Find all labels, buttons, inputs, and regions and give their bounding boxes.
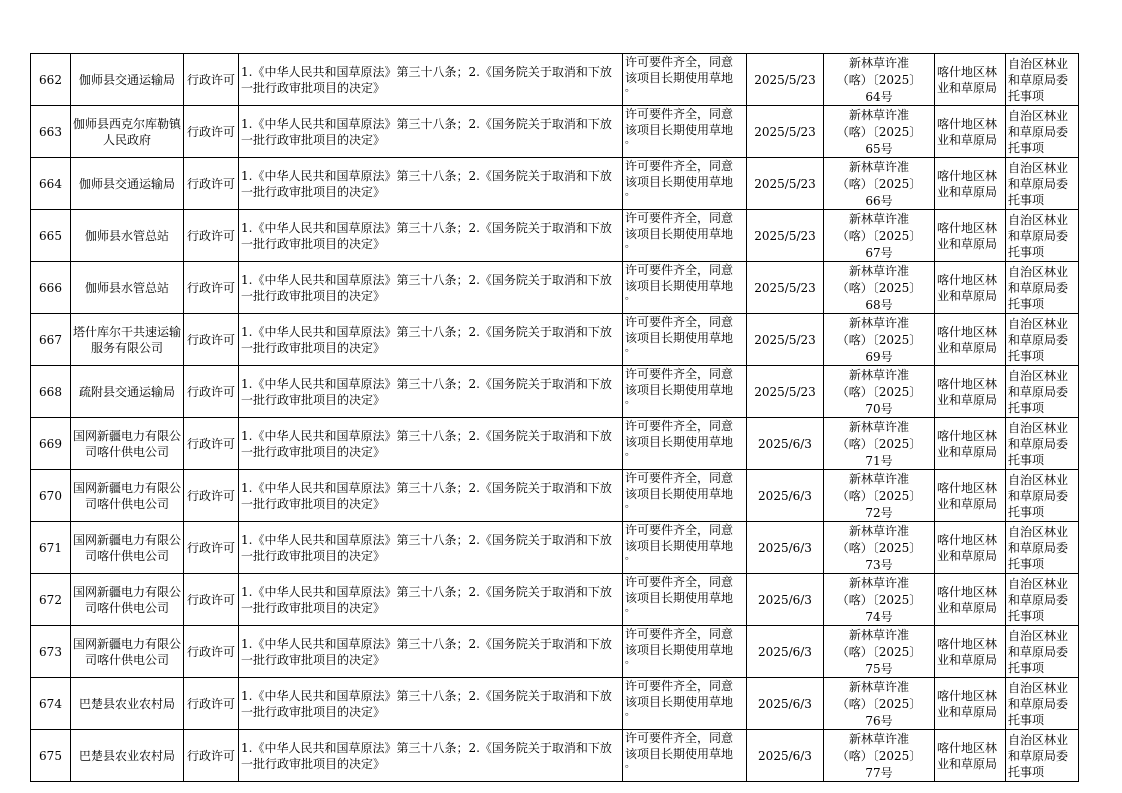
decision-content-cell bbox=[623, 678, 747, 730]
decision-date-cell: 2025/6/3 bbox=[747, 626, 824, 678]
decision-date-cell: 2025/6/3 bbox=[747, 678, 824, 730]
document-number-line2: （喀）〔2025〕 bbox=[836, 489, 922, 503]
row-number: 670 bbox=[31, 470, 71, 522]
decision-date-cell: 2025/5/23 bbox=[747, 54, 824, 106]
document-number-line3: 77号 bbox=[865, 766, 893, 780]
permit-type-cell: 行政许可 bbox=[184, 418, 239, 470]
legal-basis-cell: 1.《中华人民共和国草原法》第三十八条；2.《国务院关于取消和下放一批行政审批项目的决定》 bbox=[239, 574, 623, 626]
applicant-cell: 国网新疆电力有限公司喀什供电公司 bbox=[71, 626, 184, 678]
document-number-cell bbox=[824, 730, 935, 782]
decision-content-cell bbox=[623, 54, 747, 106]
decision-content-cell bbox=[623, 262, 747, 314]
row-number: 665 bbox=[31, 210, 71, 262]
applicant-cell: 伽师县交通运输局 bbox=[71, 158, 184, 210]
note-cell: 自治区林业和草原局委托事项 bbox=[1006, 522, 1079, 574]
permit-type-cell: 行政许可 bbox=[184, 522, 239, 574]
document-number-line1: 新林草许准 bbox=[848, 576, 909, 590]
decision-mark: 。 bbox=[625, 447, 635, 458]
note-cell: 自治区林业和草原局委托事项 bbox=[1006, 418, 1079, 470]
document-number-line1: 新林草许准 bbox=[848, 264, 909, 278]
permit-type-cell: 行政许可 bbox=[184, 678, 239, 730]
authority-cell: 喀什地区林业和草原局 bbox=[935, 574, 1006, 626]
permit-type-cell: 行政许可 bbox=[184, 730, 239, 782]
document-number-line2: （喀）〔2025〕 bbox=[836, 177, 922, 191]
document-number-line3: 67号 bbox=[865, 246, 893, 260]
document-number-line1: 新林草许准 bbox=[848, 628, 909, 642]
document-number-line2: （喀）〔2025〕 bbox=[836, 697, 922, 711]
row-number: 673 bbox=[31, 626, 71, 678]
applicant-cell: 国网新疆电力有限公司喀什供电公司 bbox=[71, 574, 184, 626]
decision-content-cell bbox=[623, 730, 747, 782]
applicant-cell: 巴楚县农业农村局 bbox=[71, 678, 184, 730]
decision-text: 许可要件齐全，同意该项目长期使用草地 bbox=[625, 523, 734, 553]
permit-type-cell: 行政许可 bbox=[184, 574, 239, 626]
decision-text: 许可要件齐全，同意该项目长期使用草地 bbox=[625, 107, 734, 137]
permit-type-cell: 行政许可 bbox=[184, 158, 239, 210]
decision-text: 许可要件齐全，同意该项目长期使用草地 bbox=[625, 731, 734, 761]
decision-text: 许可要件齐全，同意该项目长期使用草地 bbox=[625, 55, 734, 85]
decision-date-cell: 2025/5/23 bbox=[747, 106, 824, 158]
decision-date-cell: 2025/5/23 bbox=[747, 314, 824, 366]
decision-mark: 。 bbox=[625, 603, 635, 614]
permit-type-cell: 行政许可 bbox=[184, 366, 239, 418]
document-number-cell bbox=[824, 366, 935, 418]
decision-mark: 。 bbox=[625, 291, 635, 302]
legal-basis-cell: 1.《中华人民共和国草原法》第三十八条；2.《国务院关于取消和下放一批行政审批项目的决定》 bbox=[239, 262, 623, 314]
document-number-line1: 新林草许准 bbox=[848, 160, 909, 174]
authority-cell: 喀什地区林业和草原局 bbox=[935, 54, 1006, 106]
applicant-cell: 国网新疆电力有限公司喀什供电公司 bbox=[71, 418, 184, 470]
row-number: 664 bbox=[31, 158, 71, 210]
document-number-line3: 66号 bbox=[865, 194, 893, 208]
authority-cell: 喀什地区林业和草原局 bbox=[935, 210, 1006, 262]
row-number: 671 bbox=[31, 522, 71, 574]
row-number: 662 bbox=[31, 54, 71, 106]
document-number-cell bbox=[824, 574, 935, 626]
row-number: 675 bbox=[31, 730, 71, 782]
document-number-line2: （喀）〔2025〕 bbox=[836, 437, 922, 451]
document-number-line3: 72号 bbox=[865, 506, 893, 520]
authority-cell: 喀什地区林业和草原局 bbox=[935, 106, 1006, 158]
document-number-cell bbox=[824, 314, 935, 366]
authority-cell: 喀什地区林业和草原局 bbox=[935, 314, 1006, 366]
decision-content-cell bbox=[623, 210, 747, 262]
document-number-line1: 新林草许准 bbox=[848, 732, 909, 746]
document-number-line1: 新林草许准 bbox=[848, 524, 909, 538]
document-number-line2: （喀）〔2025〕 bbox=[836, 749, 922, 763]
table-row bbox=[31, 106, 1079, 158]
document-number-line2: （喀）〔2025〕 bbox=[836, 541, 922, 555]
document-number-cell bbox=[824, 262, 935, 314]
document-number-line1: 新林草许准 bbox=[848, 420, 909, 434]
decision-mark: 。 bbox=[625, 83, 635, 94]
table-row bbox=[31, 262, 1079, 314]
table-row bbox=[31, 418, 1079, 470]
note-cell: 自治区林业和草原局委托事项 bbox=[1006, 730, 1079, 782]
document-number-line3: 75号 bbox=[865, 662, 893, 676]
authority-cell: 喀什地区林业和草原局 bbox=[935, 678, 1006, 730]
legal-basis-cell: 1.《中华人民共和国草原法》第三十八条；2.《国务院关于取消和下放一批行政审批项目的决定》 bbox=[239, 158, 623, 210]
note-cell: 自治区林业和草原局委托事项 bbox=[1006, 678, 1079, 730]
table-row bbox=[31, 574, 1079, 626]
decision-mark: 。 bbox=[625, 239, 635, 250]
decision-date-cell: 2025/5/23 bbox=[747, 158, 824, 210]
decision-mark: 。 bbox=[625, 135, 635, 146]
document-number-line2: （喀）〔2025〕 bbox=[836, 333, 922, 347]
document-number-line3: 69号 bbox=[865, 350, 893, 364]
document-number-line1: 新林草许准 bbox=[848, 212, 909, 226]
document-number-line2: （喀）〔2025〕 bbox=[836, 593, 922, 607]
document-number-line1: 新林草许准 bbox=[848, 368, 909, 382]
authority-cell: 喀什地区林业和草原局 bbox=[935, 522, 1006, 574]
table-body bbox=[31, 54, 1079, 782]
document-number-line1: 新林草许准 bbox=[848, 108, 909, 122]
document-number-cell bbox=[824, 158, 935, 210]
legal-basis-cell: 1.《中华人民共和国草原法》第三十八条；2.《国务院关于取消和下放一批行政审批项目的决定》 bbox=[239, 54, 623, 106]
decision-date-cell: 2025/6/3 bbox=[747, 418, 824, 470]
document-number-line3: 68号 bbox=[865, 298, 893, 312]
table-row bbox=[31, 54, 1079, 106]
applicant-cell: 伽师县水管总站 bbox=[71, 262, 184, 314]
decision-content-cell bbox=[623, 314, 747, 366]
decision-text: 许可要件齐全，同意该项目长期使用草地 bbox=[625, 679, 734, 709]
document-number-line2: （喀）〔2025〕 bbox=[836, 645, 922, 659]
document-number-line1: 新林草许准 bbox=[848, 316, 909, 330]
legal-basis-cell: 1.《中华人民共和国草原法》第三十八条；2.《国务院关于取消和下放一批行政审批项目的决定》 bbox=[239, 418, 623, 470]
decision-text: 许可要件齐全，同意该项目长期使用草地 bbox=[625, 315, 734, 345]
applicant-cell: 伽师县西克尔库勒镇人民政府 bbox=[71, 106, 184, 158]
legal-basis-cell: 1.《中华人民共和国草原法》第三十八条；2.《国务院关于取消和下放一批行政审批项目的决定》 bbox=[239, 210, 623, 262]
applicant-cell: 国网新疆电力有限公司喀什供电公司 bbox=[71, 522, 184, 574]
document-number-cell bbox=[824, 418, 935, 470]
table-row bbox=[31, 210, 1079, 262]
decision-content-cell bbox=[623, 574, 747, 626]
note-cell: 自治区林业和草原局委托事项 bbox=[1006, 262, 1079, 314]
authority-cell: 喀什地区林业和草原局 bbox=[935, 418, 1006, 470]
row-number: 666 bbox=[31, 262, 71, 314]
decision-date-cell: 2025/6/3 bbox=[747, 470, 824, 522]
legal-basis-cell: 1.《中华人民共和国草原法》第三十八条；2.《国务院关于取消和下放一批行政审批项目的决定》 bbox=[239, 522, 623, 574]
legal-basis-cell: 1.《中华人民共和国草原法》第三十八条；2.《国务院关于取消和下放一批行政审批项目的决定》 bbox=[239, 730, 623, 782]
note-cell: 自治区林业和草原局委托事项 bbox=[1006, 366, 1079, 418]
document-number-line2: （喀）〔2025〕 bbox=[836, 125, 922, 139]
authority-cell: 喀什地区林业和草原局 bbox=[935, 626, 1006, 678]
authority-cell: 喀什地区林业和草原局 bbox=[935, 470, 1006, 522]
document-number-line2: （喀）〔2025〕 bbox=[836, 385, 922, 399]
decision-date-cell: 2025/5/23 bbox=[747, 262, 824, 314]
table-row bbox=[31, 158, 1079, 210]
document-number-line3: 65号 bbox=[865, 142, 893, 156]
decision-text: 许可要件齐全，同意该项目长期使用草地 bbox=[625, 419, 734, 449]
decision-date-cell: 2025/6/3 bbox=[747, 730, 824, 782]
decision-date-cell: 2025/5/23 bbox=[747, 366, 824, 418]
row-number: 667 bbox=[31, 314, 71, 366]
row-number: 669 bbox=[31, 418, 71, 470]
document-number-cell bbox=[824, 210, 935, 262]
decision-mark: 。 bbox=[625, 655, 635, 666]
document-number-cell bbox=[824, 106, 935, 158]
permit-type-cell: 行政许可 bbox=[184, 470, 239, 522]
table-row bbox=[31, 522, 1079, 574]
applicant-cell: 伽师县交通运输局 bbox=[71, 54, 184, 106]
authority-cell: 喀什地区林业和草原局 bbox=[935, 730, 1006, 782]
permit-type-cell: 行政许可 bbox=[184, 262, 239, 314]
table-row bbox=[31, 626, 1079, 678]
decision-date-cell: 2025/6/3 bbox=[747, 574, 824, 626]
legal-basis-cell: 1.《中华人民共和国草原法》第三十八条；2.《国务院关于取消和下放一批行政审批项目的决定》 bbox=[239, 470, 623, 522]
decision-content-cell bbox=[623, 626, 747, 678]
document-number-cell bbox=[824, 470, 935, 522]
authority-cell: 喀什地区林业和草原局 bbox=[935, 366, 1006, 418]
document-number-line3: 76号 bbox=[865, 714, 893, 728]
document-number-cell bbox=[824, 678, 935, 730]
note-cell: 自治区林业和草原局委托事项 bbox=[1006, 314, 1079, 366]
applicant-cell: 塔什库尔干共速运输服务有限公司 bbox=[71, 314, 184, 366]
decision-mark: 。 bbox=[625, 759, 635, 770]
decision-text: 许可要件齐全，同意该项目长期使用草地 bbox=[625, 627, 734, 657]
decision-content-cell bbox=[623, 366, 747, 418]
document-number-line3: 73号 bbox=[865, 558, 893, 572]
row-number: 672 bbox=[31, 574, 71, 626]
table-row bbox=[31, 314, 1079, 366]
document-number-line1: 新林草许准 bbox=[848, 56, 909, 70]
document-number-line3: 64号 bbox=[865, 90, 893, 104]
decision-text: 许可要件齐全，同意该项目长期使用草地 bbox=[625, 159, 734, 189]
permit-type-cell: 行政许可 bbox=[184, 54, 239, 106]
document-number-cell bbox=[824, 626, 935, 678]
permit-type-cell: 行政许可 bbox=[184, 106, 239, 158]
note-cell: 自治区林业和草原局委托事项 bbox=[1006, 54, 1079, 106]
decision-content-cell bbox=[623, 106, 747, 158]
document-number-line1: 新林草许准 bbox=[848, 472, 909, 486]
decision-mark: 。 bbox=[625, 395, 635, 406]
row-number: 668 bbox=[31, 366, 71, 418]
document-number-line2: （喀）〔2025〕 bbox=[836, 281, 922, 295]
permit-type-cell: 行政许可 bbox=[184, 314, 239, 366]
document-number-line1: 新林草许准 bbox=[848, 680, 909, 694]
decision-date-cell: 2025/5/23 bbox=[747, 210, 824, 262]
legal-basis-cell: 1.《中华人民共和国草原法》第三十八条；2.《国务院关于取消和下放一批行政审批项目的决定》 bbox=[239, 678, 623, 730]
table-row bbox=[31, 470, 1079, 522]
note-cell: 自治区林业和草原局委托事项 bbox=[1006, 470, 1079, 522]
permit-table-container bbox=[30, 53, 1078, 782]
legal-basis-cell: 1.《中华人民共和国草原法》第三十八条；2.《国务院关于取消和下放一批行政审批项目的决定》 bbox=[239, 366, 623, 418]
decision-text: 许可要件齐全，同意该项目长期使用草地 bbox=[625, 367, 734, 397]
authority-cell: 喀什地区林业和草原局 bbox=[935, 158, 1006, 210]
document-number-line2: （喀）〔2025〕 bbox=[836, 229, 922, 243]
document-number-line3: 71号 bbox=[865, 454, 893, 468]
note-cell: 自治区林业和草原局委托事项 bbox=[1006, 626, 1079, 678]
document-number-cell bbox=[824, 54, 935, 106]
table-row bbox=[31, 366, 1079, 418]
legal-basis-cell: 1.《中华人民共和国草原法》第三十八条；2.《国务院关于取消和下放一批行政审批项目的决定》 bbox=[239, 106, 623, 158]
decision-text: 许可要件齐全，同意该项目长期使用草地 bbox=[625, 575, 734, 605]
note-cell: 自治区林业和草原局委托事项 bbox=[1006, 158, 1079, 210]
decision-content-cell bbox=[623, 158, 747, 210]
applicant-cell: 巴楚县农业农村局 bbox=[71, 730, 184, 782]
decision-content-cell bbox=[623, 418, 747, 470]
document-number-cell bbox=[824, 522, 935, 574]
applicant-cell: 国网新疆电力有限公司喀什供电公司 bbox=[71, 470, 184, 522]
document-number-line2: （喀）〔2025〕 bbox=[836, 73, 922, 87]
legal-basis-cell: 1.《中华人民共和国草原法》第三十八条；2.《国务院关于取消和下放一批行政审批项目的决定》 bbox=[239, 314, 623, 366]
permit-type-cell: 行政许可 bbox=[184, 210, 239, 262]
permit-type-cell: 行政许可 bbox=[184, 626, 239, 678]
decision-mark: 。 bbox=[625, 551, 635, 562]
decision-mark: 。 bbox=[625, 187, 635, 198]
table-row bbox=[31, 730, 1079, 782]
decision-content-cell bbox=[623, 522, 747, 574]
row-number: 674 bbox=[31, 678, 71, 730]
applicant-cell: 疏附县交通运输局 bbox=[71, 366, 184, 418]
document-number-line3: 70号 bbox=[865, 402, 893, 416]
decision-text: 许可要件齐全，同意该项目长期使用草地 bbox=[625, 211, 734, 241]
decision-mark: 。 bbox=[625, 343, 635, 354]
authority-cell: 喀什地区林业和草原局 bbox=[935, 262, 1006, 314]
decision-text: 许可要件齐全，同意该项目长期使用草地 bbox=[625, 471, 734, 501]
decision-mark: 。 bbox=[625, 707, 635, 718]
decision-content-cell bbox=[623, 470, 747, 522]
note-cell: 自治区林业和草原局委托事项 bbox=[1006, 210, 1079, 262]
legal-basis-cell: 1.《中华人民共和国草原法》第三十八条；2.《国务院关于取消和下放一批行政审批项目的决定》 bbox=[239, 626, 623, 678]
applicant-cell: 伽师县水管总站 bbox=[71, 210, 184, 262]
note-cell: 自治区林业和草原局委托事项 bbox=[1006, 106, 1079, 158]
decision-date-cell: 2025/6/3 bbox=[747, 522, 824, 574]
document-number-line3: 74号 bbox=[865, 610, 893, 624]
note-cell: 自治区林业和草原局委托事项 bbox=[1006, 574, 1079, 626]
decision-mark: 。 bbox=[625, 499, 635, 510]
table-row bbox=[31, 678, 1079, 730]
permit-table bbox=[30, 53, 1079, 782]
row-number: 663 bbox=[31, 106, 71, 158]
decision-text: 许可要件齐全，同意该项目长期使用草地 bbox=[625, 263, 734, 293]
